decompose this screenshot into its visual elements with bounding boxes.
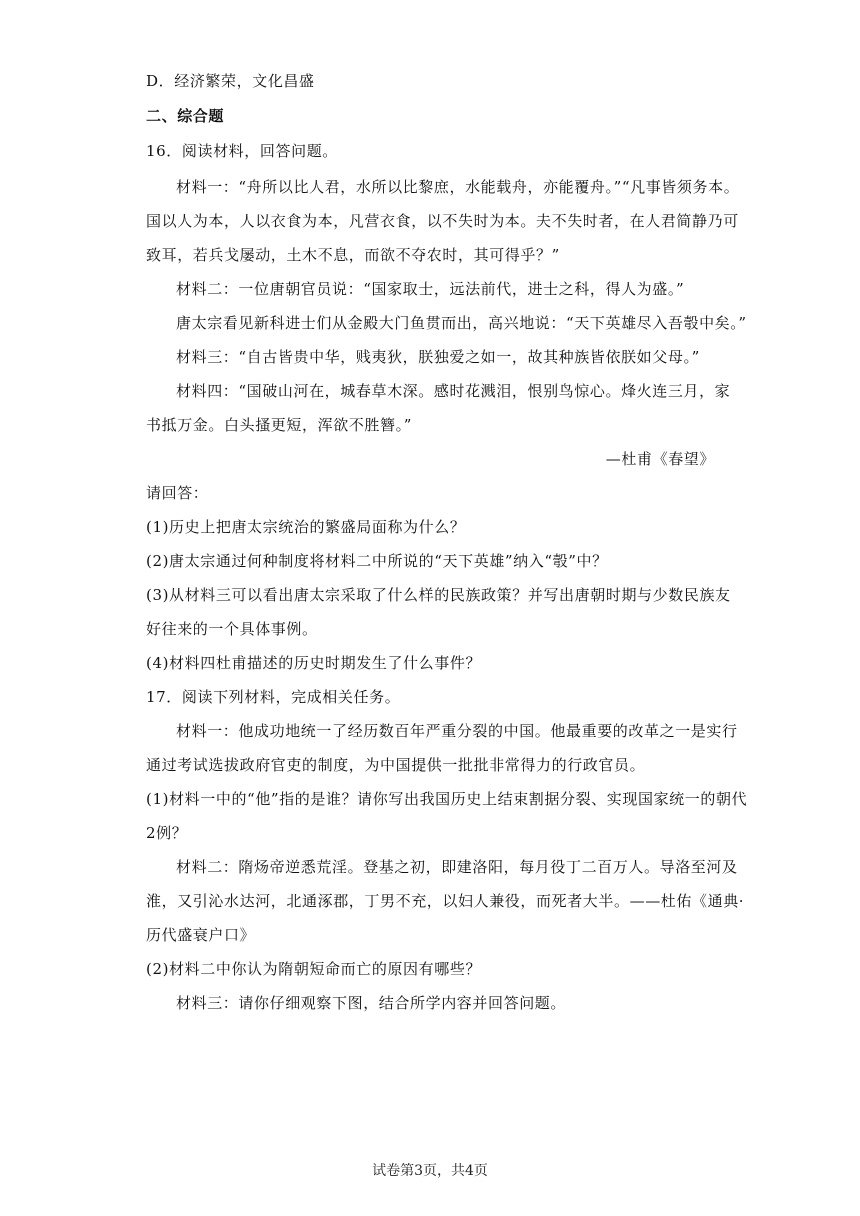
poem-source: —杜甫《春望》 — [605, 450, 715, 468]
q16-material-3: 材料三：“自古皆贵中华，贱夷狄，朕独爱之如一，故其种族皆依朕如父母。” — [176, 348, 700, 366]
q16-material-2: 唐太宗看见新科进士们从金殿大门鱼贯而出，高兴地说：“天下英雄尽入吾彀中矣。” — [176, 314, 747, 332]
q17-material-3: 材料三：请你仔细观察下图，结合所学内容并回答问题。 — [176, 994, 567, 1012]
q17-material-2: 材料二：隋炀帝逆悉荒淫。登基之初，即建洛阳，每月役丁二百万人。导洛至河及 — [176, 858, 738, 876]
q16-material-4: 材料四：“国破山河在，城春草木深。感时花溅泪，恨别鸟惊心。烽火连三月，家 — [176, 382, 731, 400]
page-footer: 试卷第3页，共4页 — [372, 1163, 488, 1179]
q16-material-1: 国以人为本，人以衣食为本，凡营衣食，以不失时为本。夫不失时者，在人君简静乃可 — [146, 212, 739, 230]
q17-material-2: 淮，又引沁水达河，北通涿郡，丁男不充，以妇人兼役，而死者大半。——杜佑《通典· — [146, 892, 745, 910]
question-17: 17．阅读下列材料，完成相关任务。 — [146, 688, 401, 706]
q17-sub-2: (2)材料二中你认为隋朝短命而亡的原因有哪些？ — [146, 960, 482, 978]
q17-material-2: 历代盛衰户口》 — [146, 926, 256, 944]
q16-sub-4: (4)材料四杜甫描述的历史时期发生了什么事件？ — [146, 654, 482, 672]
section-heading: 二、综合题 — [146, 107, 225, 125]
q16-material-1: 致耳，若兵戈屡动，土木不息，而欲不夺农时，其可得乎？” — [146, 246, 560, 264]
question-16: 16．阅读材料，回答问题。 — [146, 142, 338, 160]
q16-sub-3: 好往来的一个具体事例。 — [146, 620, 318, 638]
q16-material-1: 材料一：“舟所以比人君，水所以比黎庶，水能载舟，亦能覆舟。”“凡事皆须务本。 — [176, 178, 740, 196]
q17-sub-1: (1)材料一中的“他”指的是谁？请你写出我国历史上结束割据分裂、实现国家统一的朝代 — [146, 790, 748, 808]
option-d: D．经济繁荣，文化昌盛 — [146, 72, 315, 90]
q16-material-4: 书抵万金。白头搔更短，浑欲不胜簪。” — [146, 416, 412, 434]
answer-prompt: 请回答： — [146, 484, 209, 502]
q16-sub-2: (2)唐太宗通过何种制度将材料二中所说的“天下英雄”纳入“彀”中？ — [146, 552, 608, 570]
q16-sub-1: (1)历史上把唐太宗统治的繁盛局面称为什么？ — [146, 518, 466, 536]
q17-sub-1: 2例？ — [146, 824, 188, 842]
q16-sub-3: (3)从材料三可以看出唐太宗采取了什么样的民族政策？并写出唐朝时期与少数民族友 — [146, 586, 731, 604]
q17-material-1: 通过考试选拔政府官吏的制度，为中国提供一批批非常得力的行政官员。 — [146, 756, 646, 774]
q16-material-2: 材料二：一位唐朝官员说：“国家取士，远法前代，进士之科，得人为盛。” — [176, 280, 685, 298]
q17-material-1: 材料一：他成功地统一了经历数百年严重分裂的中国。他最重要的改革之一是实行 — [176, 722, 738, 740]
